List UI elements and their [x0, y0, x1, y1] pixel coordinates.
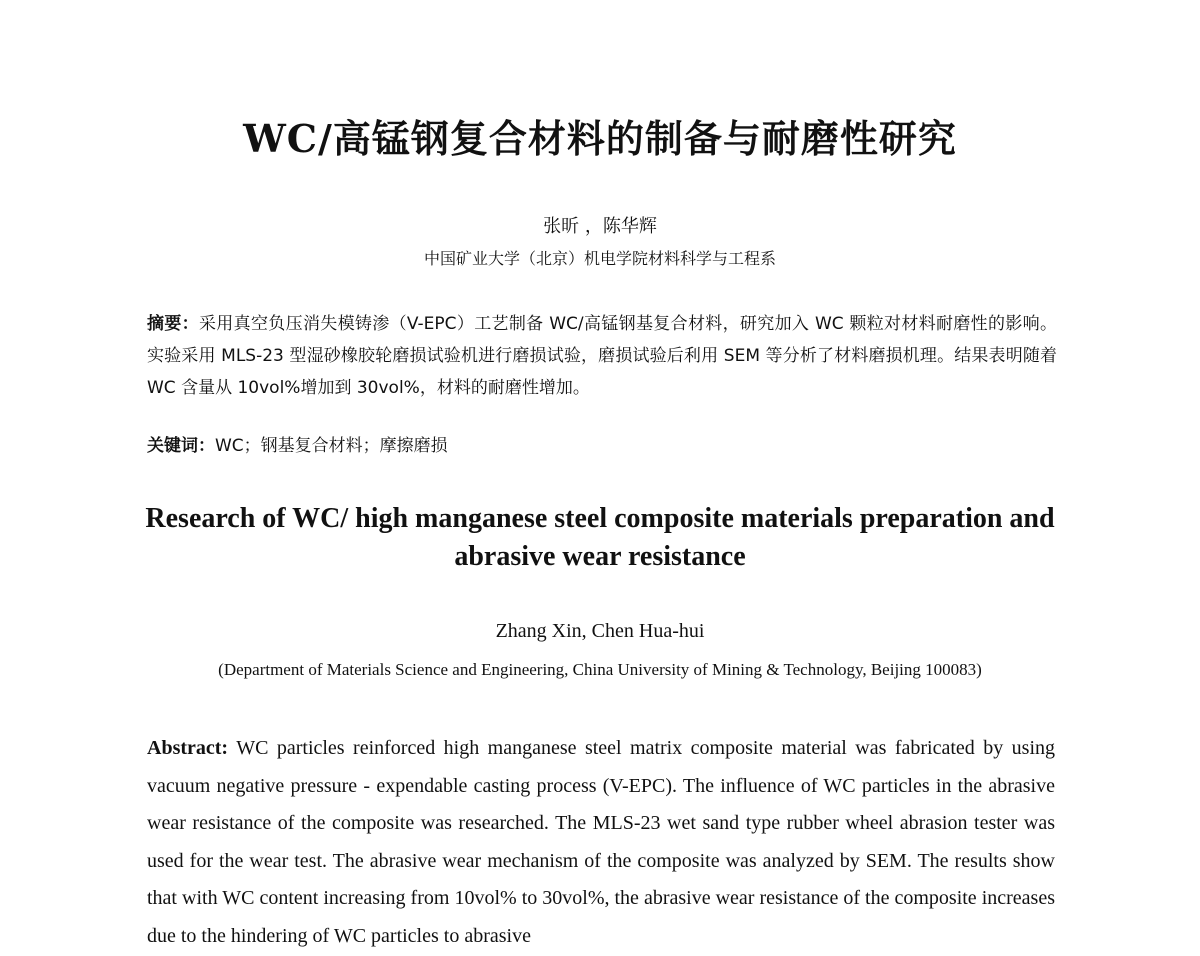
chinese-keywords-text: WC；钢基复合材料；摩擦磨损 — [215, 436, 448, 456]
english-abstract — [147, 730, 1055, 956]
chinese-abstract-label: 摘要： — [147, 314, 199, 334]
english-affiliation: (Department of Materials Science and Engineering, China University of Mining & Technology, Beijing 100083) — [218, 660, 982, 679]
english-abstract-text: WC particles reinforced high manganese steel matrix composite material was fabricated by using vacuum negative pressure - expendable casting process (V-EPC). The influence of WC particles in the abrasive wear resistance of the composite was researched. The MLS-23 wet sand type rubber wheel abrasion tester was used for the wear test. The abrasive wear mechanism of the composite was analyzed by SEM. The results show that with WC content increasing from 10vol% to 30vol%, the abrasive wear resistance of the composite increases due to the hindering of WC particles to abrasive — [147, 737, 1056, 947]
chinese-title: WC/高锰钢复合材料的制备与耐磨性研究 — [243, 116, 957, 161]
chinese-abstract — [147, 308, 1057, 404]
chinese-authors: 张昕 ，陈华辉 — [543, 216, 657, 237]
english-title: Research of WC/ high manganese steel composite materials preparation and abrasive wear resistance — [145, 503, 1055, 572]
chinese-keywords — [147, 430, 1057, 462]
chinese-affiliation: 中国矿业大学（北京）机电学院材料科学与工程系 — [423, 249, 776, 268]
chinese-abstract-text: 采用真空负压消失模铸渗（V-EPC）工艺制备 WC/高锰钢基复合材料，研究加入 WC 颗粒对材料耐磨性的影响。实验采用 MLS-23 型湿砂橡胶轮磨损试验机进行磨损试验，磨损试验后利用 SEM 等分析了材料磨损机理。结果表明随着 WC 含量从 10vol%增加到 30vol%，材料的耐磨性增加。 — [147, 314, 1057, 398]
english-authors: Zhang Xin, Chen Hua-hui — [495, 620, 705, 642]
chinese-keywords-label: 关键词： — [147, 436, 215, 456]
english-abstract-label: Abstract: — [147, 737, 229, 759]
